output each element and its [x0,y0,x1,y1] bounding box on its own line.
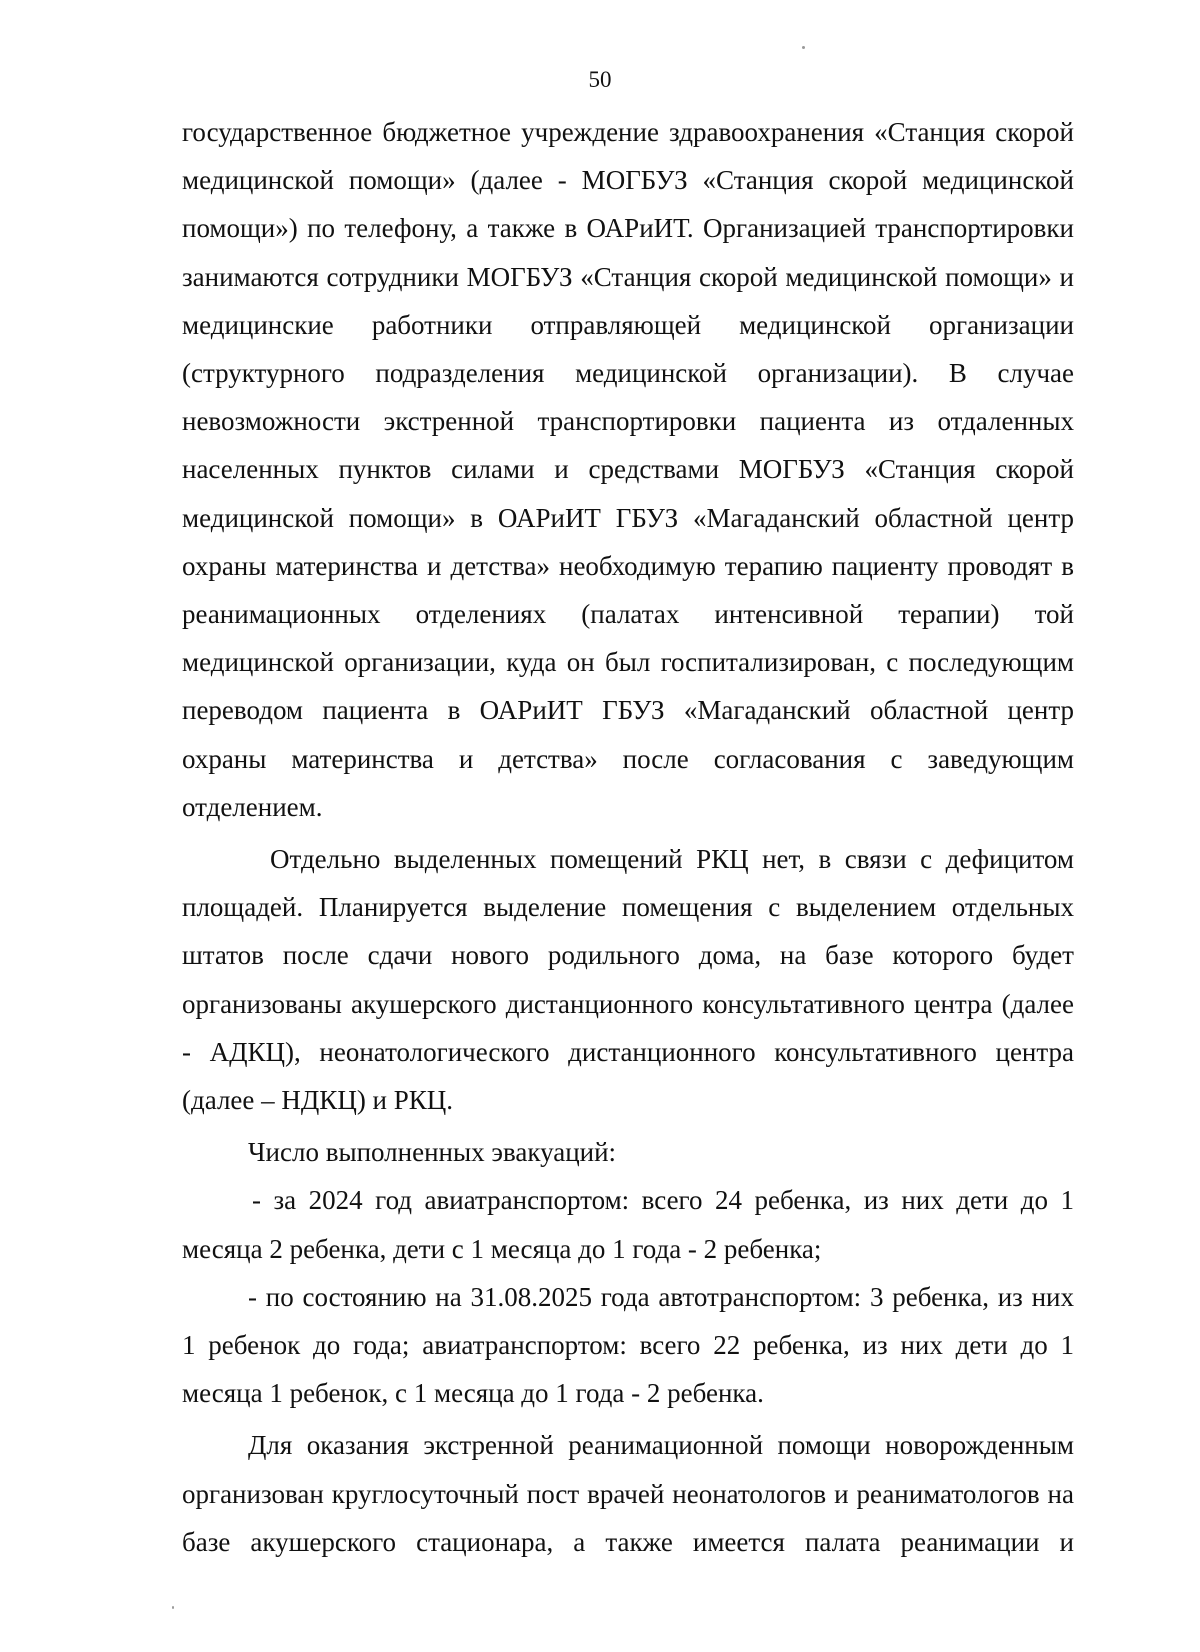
scan-speck [172,1606,174,1609]
paragraph-evacuations-heading: Число выполненных эвакуаций: [248,1137,617,1168]
page-number: 50 [588,67,612,92]
list-item-evacuations-2025: - по состоянию на 31.08.2025 года автотранспортом: 3 ребенка, из них 1 ребенок до года; авиатранспортом: всего 22 ребенка, из них дети до 1 месяца 1 ребенок, с 1 месяца до 1 года - 2 ребенка. [182,1281,1074,1409]
document-body [182,108,1074,1566]
scan-speck [802,46,805,49]
paragraph-rkc-premises: Отдельно выделенных помещений РКЦ нет, в связи с дефицитом площадей. Планируется выделение помещения с выделением отдельных штатов после сдачи нового родильного дома, на базе которого будет организованы акушерского дистанционного консультативного центра (далее - АДКЦ), неонатологического дистанционного консультативного центра (далее – НДКЦ) и РКЦ. [182,844,1074,1116]
list-item-evacuations-2024: - за 2024 год авиатранспортом: всего 24 ребенка, из них дети до 1 месяца 2 ребенка, дети с 1 месяца до 1 года - 2 ребенка; [182,1185,1074,1264]
paragraph-neonatal-post: Для оказания экстренной реанимационной помощи новорожденным организован круглосуточный пост врачей неонатологов и реаниматологов на базе акушерского стационара, а также имеется палата реанимации и [182,1430,1074,1557]
paragraph-transport-organization: государственное бюджетное учреждение здравоохранения «Станция скорой медицинской помощи» (далее - МОГБУЗ «Станция скорой медицинской помощи») по телефону, а также в ОАРиИТ. Организацией транспортировки занимаются сотрудники МОГБУЗ «Станция скорой медицинской помощи» и медицинские работники отправляющей медицинской организации (структурного подразделения медицинской организации). В случае невозможности экстренной транспортировки пациента из отдаленных населенных пунктов силами и средствами МОГБУЗ «Станция скорой медицинской помощи» в ОАРиИТ ГБУЗ «Магаданский областной центр охраны материнства и детства» необходимую терапию пациенту проводят в реанимационных отделениях (палатах интенсивной терапии) той медицинской организации, куда он был госпитализирован, с последующим переводом пациента в ОАРиИТ ГБУЗ «Магаданский областной центр охраны материнства и детства» после согласования с заведующим отделением. [182,117,1074,822]
